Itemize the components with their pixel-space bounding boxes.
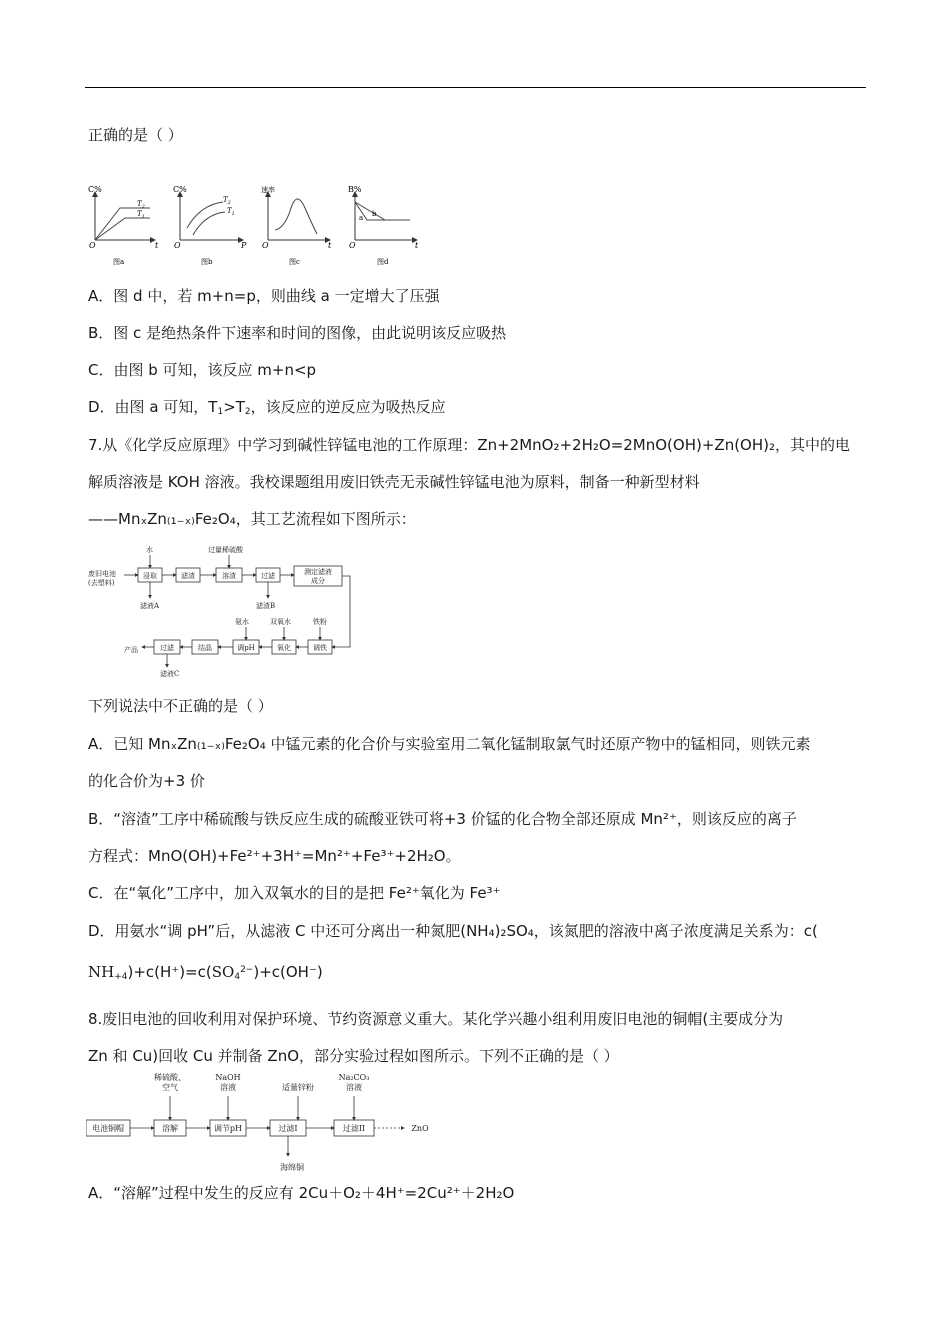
q8-reagent2b: 溶液 — [220, 1083, 236, 1092]
q7-option-d-line2: $NH_{+4})+c(H^+)=c(SO_4^{2-})+c(OH^-)$ — [88, 963, 323, 982]
q7-step-ph: 调pH — [237, 644, 255, 652]
q8-reagent1b: 空气 — [162, 1083, 178, 1092]
graph-a-curve-t2 — [95, 208, 150, 240]
graph-b-t1-label: $T_1$ — [227, 207, 235, 217]
q8-flowchart — [86, 1068, 446, 1176]
graph-d-origin: O — [349, 241, 356, 250]
graph-d-curve-a — [355, 202, 410, 220]
q8-sponge-copper: 海绵铜 — [280, 1163, 304, 1172]
q8-stem-line2: Zn 和 Cu)回收 Cu 并制备 ZnO，部分实验过程如图所示。下列不正确的是（ ） — [88, 1047, 619, 1065]
nh4-ion: NH — [88, 963, 115, 981]
q6-stem-tail: 正确的是（ ） — [88, 126, 183, 144]
graph-d-ylabel: B% — [348, 185, 362, 194]
q8-box-ph: 调节pH — [213, 1124, 243, 1133]
q8-product-zno: ZnO — [411, 1124, 429, 1133]
q6-option-d: D．由图 a 可知，$T_1>T_2$，该反应的逆反应为吸热反应 — [88, 398, 446, 417]
q8-box-filter1: 过滤I — [278, 1124, 298, 1133]
header-rule — [85, 87, 866, 88]
graph-d-curve-b — [355, 202, 410, 220]
q7-flowchart — [88, 542, 358, 682]
q7-step-oxidize: 氧化 — [277, 644, 291, 652]
q7-start2: (去塑料) — [88, 579, 115, 587]
graph-a-origin: O — [89, 241, 96, 250]
q7-step-crystallize: 结晶 — [198, 644, 212, 652]
q7-step-residue: 滤渣 — [181, 572, 195, 580]
q8-reagent4b: 溶液 — [346, 1083, 362, 1092]
graph-a-t1-label: $T_1$ — [137, 210, 145, 220]
graph-b-curve-t2 — [187, 202, 223, 228]
q7-step-measure-a: 测定滤液 — [304, 568, 332, 576]
q7-option-d-line1: D．用氨水“调 pH”后，从滤液 C 中还可分离出一种氮肥(NH₄)₂SO₄，该氮肥的溶液中离子浓度满足关系为：c( — [88, 922, 818, 940]
graph-a-xlabel: t — [155, 241, 159, 250]
q8-stem-line1: 8.废旧电池的回收利用对保护环境、节约资源意义重大。某化学兴趣小组利用废旧电池的铜帽(主要成分为 — [88, 1010, 784, 1028]
graph-c-caption: 图c — [289, 258, 300, 266]
graph-a-ylabel: C% — [88, 185, 102, 194]
q7-option-b-line1: B．“溶渣”工序中稀硫酸与铁反应生成的硫酸亚铁可将+3 价锰的化合物全部还原成 Mn²⁺，则该反应的离子 — [88, 810, 797, 828]
q7-step-filter1: 过滤 — [261, 572, 275, 580]
graph-d-xlabel: t — [415, 241, 419, 250]
graph-a — [88, 185, 159, 266]
q7-start: 废旧电池 — [88, 570, 116, 578]
graph-c-curve — [275, 199, 317, 234]
q7-acid: 过量稀硫酸 — [208, 546, 243, 554]
graph-d-label-b: b — [372, 210, 377, 218]
q7-option-a-line1: A．已知 MnₓZn₍₁₋ₓ₎Fe₂O₄ 中锰元素的化合价与实验室用二氧化锰制取氯气时还原产物中的锰相同，则铁元素 — [88, 735, 811, 753]
graph-c — [261, 185, 332, 266]
graph-d — [348, 185, 419, 266]
q7-product: 产品 — [124, 646, 138, 654]
q8-reagent2a: NaOH — [215, 1073, 241, 1082]
q7-ask: 下列说法中不正确的是（ ） — [88, 697, 273, 715]
q7-option-b-line2: 方程式：MnO(OH)+Fe²⁺+3H⁺=Mn²⁺+Fe³⁺+2H₂O。 — [88, 847, 461, 865]
q8-reagent3: 适量锌粉 — [282, 1083, 314, 1092]
graph-c-origin: O — [262, 241, 269, 250]
q7-step-dissolve: 溶渣 — [222, 572, 236, 580]
graph-d-label-a: a — [359, 214, 364, 222]
q8-option-a: A．“溶解”过程中发生的反应有 2Cu＋O₂＋4H⁺=2Cu²⁺＋2H₂O — [88, 1184, 515, 1202]
q7-water: 水 — [146, 546, 153, 554]
q8-box-dissolve: 溶解 — [162, 1124, 178, 1133]
graph-b-t2-label: $T_2$ — [223, 196, 231, 206]
graph-b-xlabel: P — [241, 241, 247, 250]
q7-step-filter2: 过滤 — [160, 644, 174, 652]
q8-reagent4a: Na₂CO₃ — [338, 1073, 370, 1082]
q7-stem-line3: ——MnₓZn₍₁₋ₓ₎Fe₂O₄，其工艺流程如下图所示： — [88, 510, 416, 528]
graph-b-ylabel: C% — [173, 185, 187, 194]
q7-filtrate-c: 滤液C — [160, 670, 180, 678]
q7-step-adjust-fe: 调铁 — [313, 644, 327, 652]
q7-fe: 铁粉 — [313, 618, 327, 626]
q7-option-a-line2: 的化合价为+3 价 — [88, 772, 205, 790]
graph-a-caption: 图a — [113, 258, 125, 266]
q7-step-measure-b: 成分 — [311, 577, 325, 585]
q8-reagent1a: 稀硫酸、 — [154, 1073, 186, 1082]
q6-option-c: C．由图 b 可知，该反应 m+n<p — [88, 361, 317, 379]
graph-b-caption: 图b — [201, 258, 213, 266]
graph-b-origin: O — [174, 241, 181, 250]
q6-option-a: A．图 d 中，若 m+n=p，则曲线 a 一定增大了压强 — [88, 287, 440, 305]
graph-a-t2-label: $T_2$ — [137, 200, 145, 210]
q7-stem-line2: 解质溶液是 KOH 溶液。我校课题组用废旧铁壳无汞碱性锌锰电池为原料，制备一种新型材料 — [88, 473, 700, 491]
q7-nh3: 氨水 — [235, 618, 249, 626]
q7-option-c: C．在“氧化”工序中，加入双氧水的目的是把 Fe²⁺氧化为 Fe³⁺ — [88, 884, 501, 902]
q7-residue-b: 滤渣B — [256, 602, 276, 610]
graph-d-caption: 图d — [377, 258, 389, 266]
q7-step-leach: 浸取 — [143, 572, 157, 580]
graph-c-xlabel: t — [328, 241, 332, 250]
q6-graphs — [85, 180, 425, 270]
so4-ion: SO — [211, 963, 235, 981]
q7-stem-line1: 7.从《化学反应原理》中学习到碱性锌锰电池的工作原理：Zn+2MnO₂+2H₂O=2MnO(OH)+Zn(OH)₂，其中的电 — [88, 436, 851, 454]
q6-option-b: B．图 c 是绝热条件下速率和时间的图像，由此说明该反应吸热 — [88, 324, 507, 342]
graph-c-ylabel: 速率 — [261, 186, 275, 194]
q8-box-caps: 电池铜帽 — [92, 1124, 124, 1133]
q7-filtrate-a: 滤液A — [140, 602, 160, 610]
q7-h2o2: 双氧水 — [270, 618, 291, 626]
q8-box-filter2: 过滤II — [342, 1124, 366, 1133]
graph-b — [173, 185, 247, 266]
graph-b-curve-t1 — [193, 212, 225, 235]
